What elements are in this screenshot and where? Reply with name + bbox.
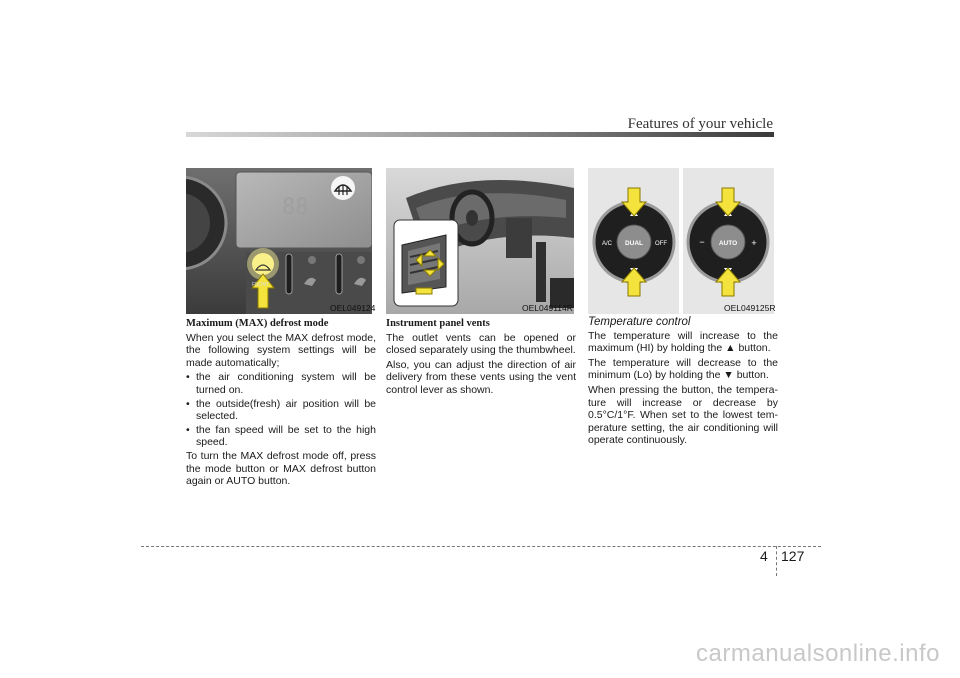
section-heading: Maximum (MAX) defrost mode [186, 318, 329, 329]
list-item: • the outside(fresh) air position will be selected. [186, 398, 376, 423]
front-label: FRONT [252, 282, 270, 288]
paragraph: When pressing the button, the tempera-ture will increase or decrease by 0.5°C/1°F. When set to the lowest tem-perature setting, the air conditioning will operate continuously. [588, 383, 778, 447]
figure-max-defrost [186, 168, 372, 314]
column-instrument-vents [386, 318, 576, 399]
figure-code: OEL049125R [724, 303, 776, 313]
figure-code: OEL049114R [522, 303, 573, 313]
header-rule [186, 132, 774, 137]
figure-temperature-control [588, 168, 774, 314]
page-number: 127 [781, 548, 805, 564]
running-header: Features of your vehicle [627, 116, 773, 132]
list-item: • the fan speed will be set to the high speed. [186, 424, 376, 449]
footer-divider [776, 546, 777, 576]
paragraph: The outlet vents can be opened or closed separately using the thumbwheel. [386, 331, 576, 357]
paragraph: The temperature will decrease to the minimum (Lo) by holding the ▼ button. [588, 356, 778, 382]
figure-instrument-vents [386, 168, 574, 314]
svg-text:+: + [751, 238, 757, 248]
paragraph: The temperature will increase to the maximum (HI) by holding the ▲ button. [588, 329, 778, 355]
list-item: • the air conditioning system will be turned on. [186, 371, 376, 396]
column-max-defrost [186, 318, 376, 490]
watermark: carmanualsonline.info [696, 640, 940, 667]
svg-text:−: − [699, 237, 705, 247]
svg-text:88: 88 [282, 195, 309, 220]
off-button-label: OFF [655, 241, 667, 247]
defrost-icon [331, 176, 355, 200]
column-temperature-control [588, 316, 778, 449]
footer-rule [141, 546, 821, 547]
dual-button-label: DUAL [624, 240, 644, 247]
paragraph: Also, you can adjust the direction of air delivery from these vents using the vent control lever as shown. [386, 358, 576, 396]
paragraph: To turn the MAX defrost mode off, press the mode button or MAX defrost button again or AUTO button. [186, 449, 376, 488]
chapter-number: 4 [760, 548, 768, 564]
paragraph: When you select the MAX defrost mode, the following system settings will be made automatically; [186, 331, 376, 369]
figure-code: OEL049124 [330, 303, 376, 313]
ac-button-label: A/C [601, 241, 613, 247]
auto-button-label: AUTO [718, 240, 738, 247]
section-heading: Instrument panel vents [386, 318, 490, 329]
bullet-list [186, 371, 376, 449]
section-heading: Temperature control [588, 316, 691, 328]
